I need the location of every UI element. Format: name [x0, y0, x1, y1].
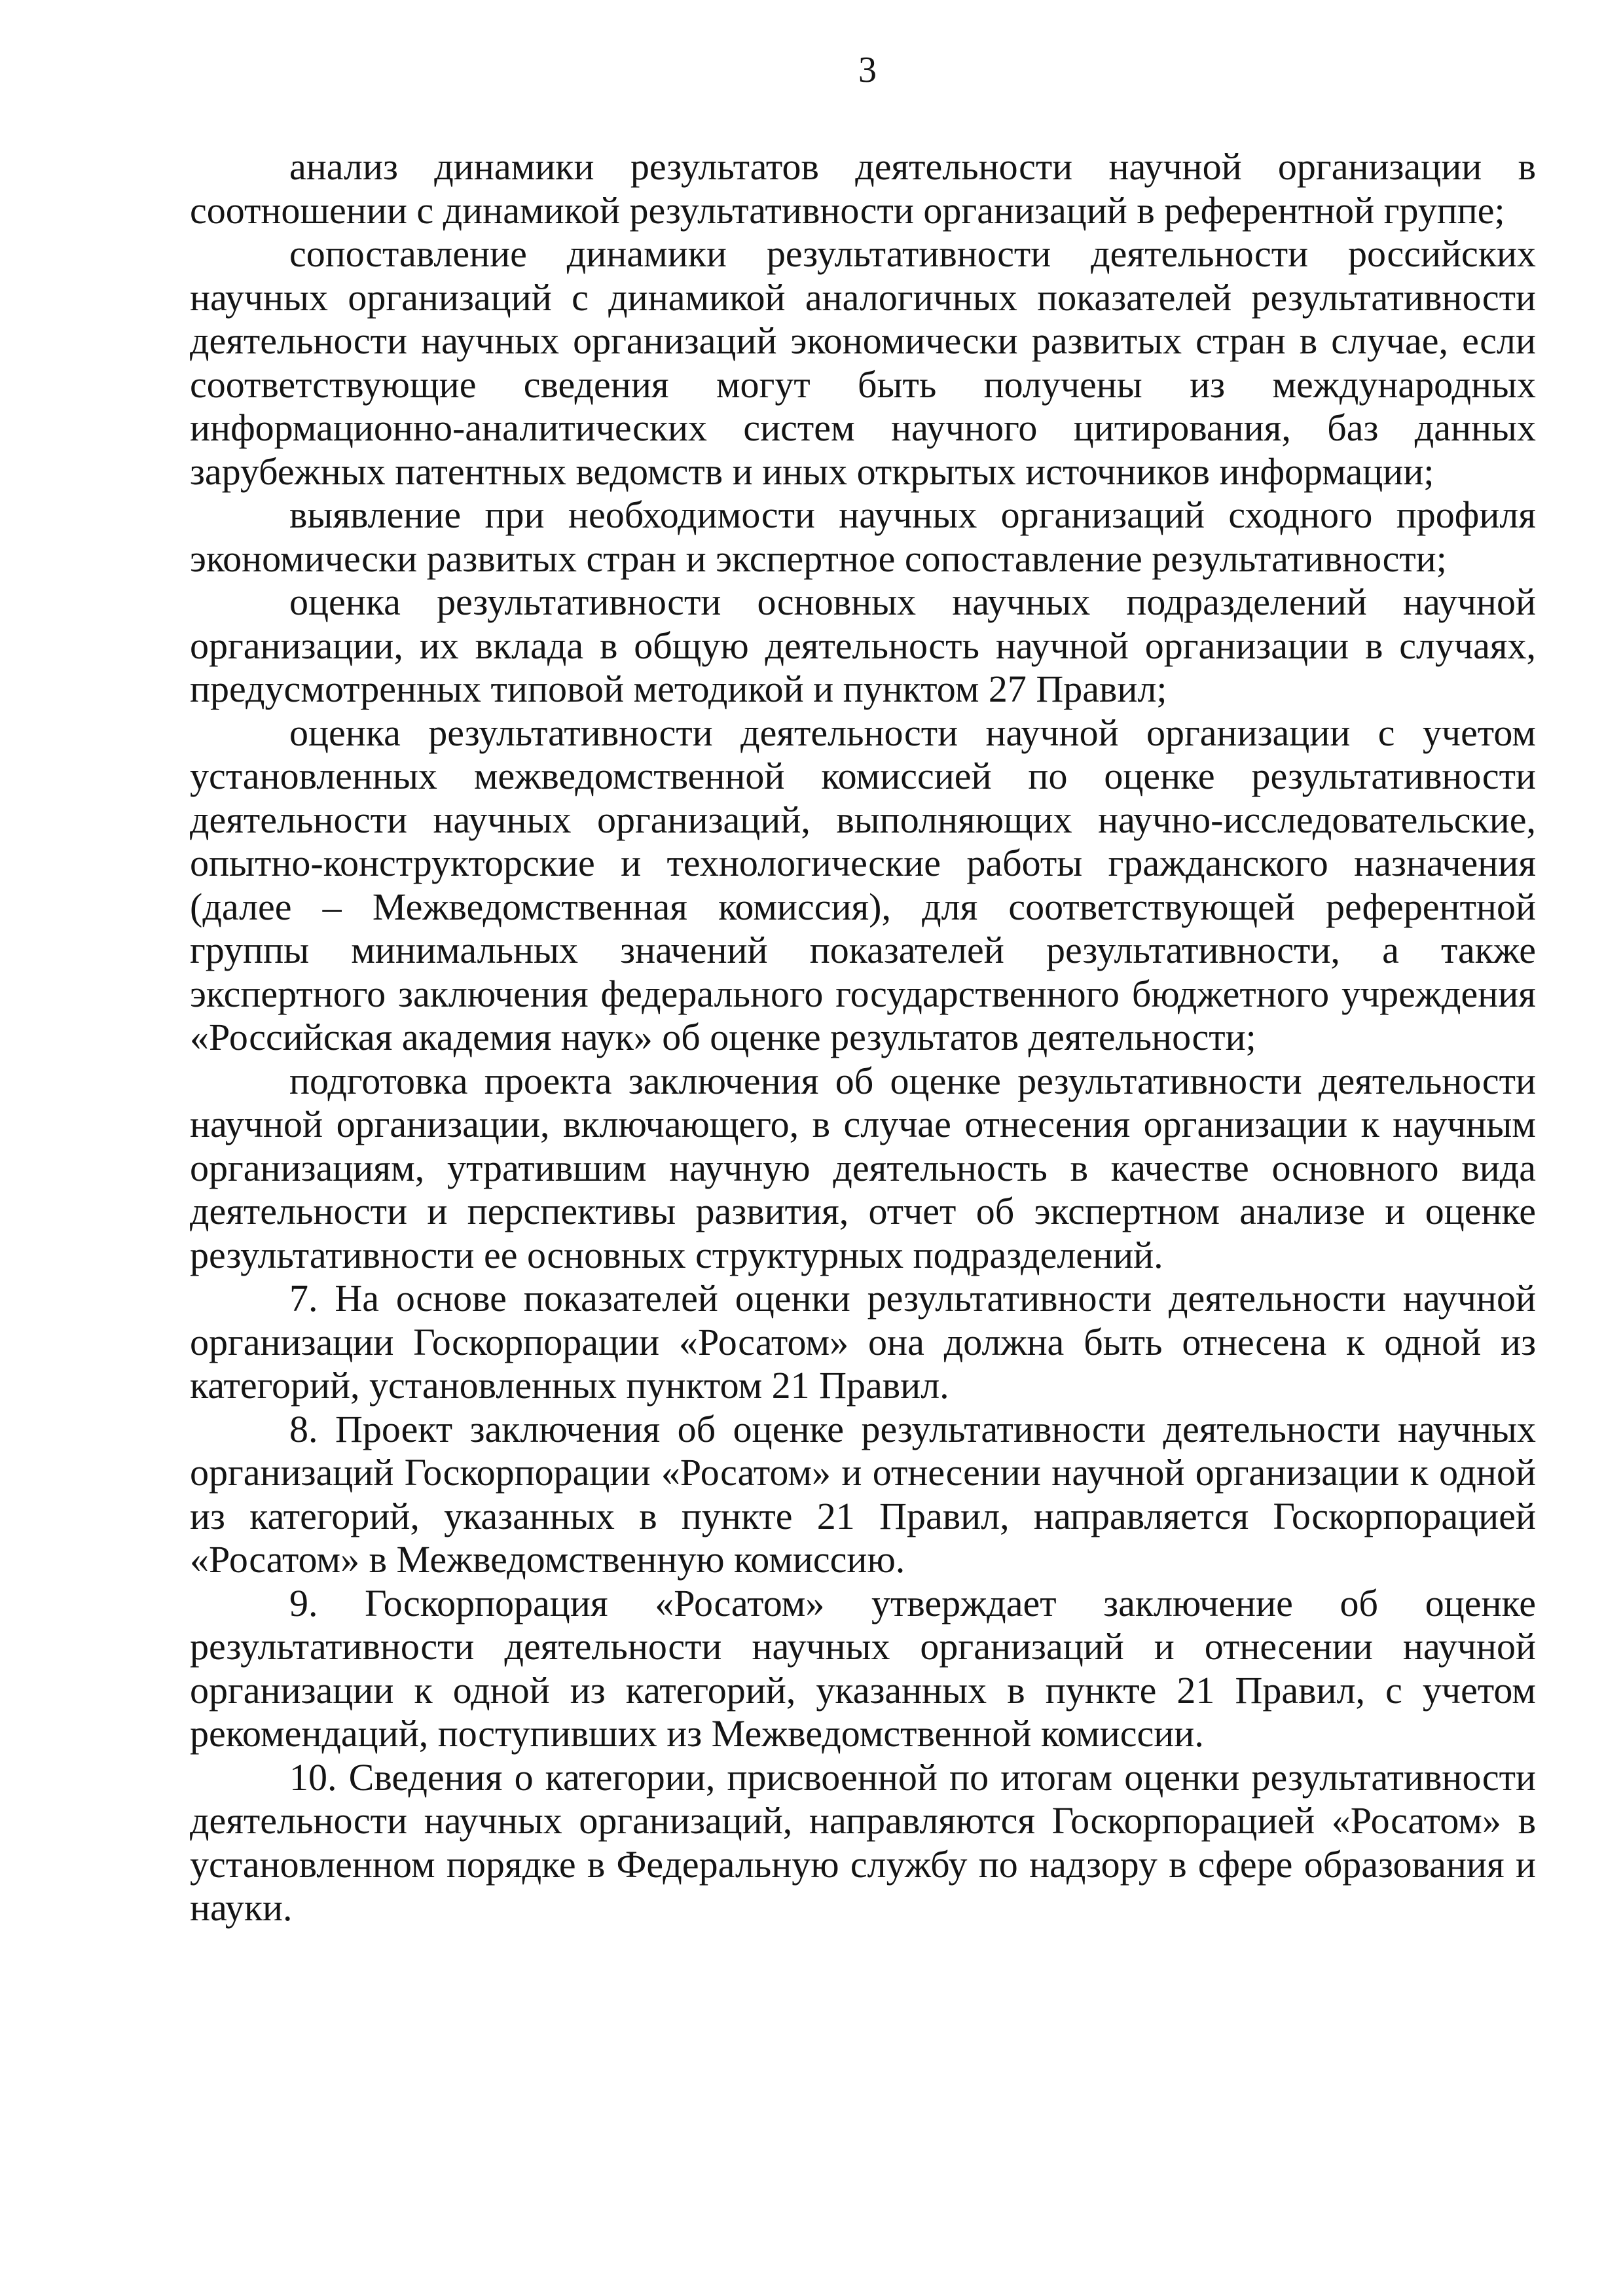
paragraph-dynamics-analysis: анализ динамики результатов деятельности научной организации в соотношении с динамикой результативности организаций в референтной группе; — [190, 145, 1536, 232]
paragraph-item-10: 10. Сведения о категории, присвоенной по итогам оценки результативности деятельности научных организаций, направляются Госкорпорацией «Росатом» в установленном порядке в Федеральную службу по надзору в сфере образования и науки. — [190, 1755, 1536, 1929]
paragraph-draft-conclusion: подготовка проекта заключения об оценке результативности деятельности научной организации, включающего, в случае отнесения организации к научным организациям, утратившим научную деятельность в качестве основного вида деятельности и перспективы развития, отчет об экспертном анализе и оценке результативности ее основных структурных подразделений. — [190, 1059, 1536, 1276]
paragraph-similar-profile: выявление при необходимости научных организаций сходного профиля экономически развитых стран и экспертное сопоставление результативности; — [190, 493, 1536, 580]
page-number: 3 — [858, 50, 877, 90]
paragraph-minimum-values: оценка результативности деятельности научной организации с учетом установленных межведомственной комиссией по оценке результативности деятельности научных организаций, выполняющих научно-исследовательские, опытно-конструкторские и технологические работы гражданского назначения (далее – Межведомственная комиссия), для соответствующей референтной группы минимальных значений показателей результативности, а также экспертного заключения федерального государственного бюджетного учреждения «Российская академия наук» об оценке результатов деятельности; — [190, 711, 1536, 1058]
document-body — [190, 145, 1536, 1930]
paragraph-item-8: 8. Проект заключения об оценке результативности деятельности научных организаций Госкорпорации «Росатом» и отнесении научной организации к одной из категорий, указанных в пункте 21 Правил, направляется Госкорпорацией «Росатом» в Межведомственную комиссию. — [190, 1407, 1536, 1581]
paragraph-subdivision-evaluation: оценка результативности основных научных подразделений научной организации, их вклада в общую деятельность научной организации в случаях, предусмотренных типовой методикой и пунктом 27 Правил; — [190, 581, 1536, 710]
paragraph-item-7: 7. На основе показателей оценки результативности деятельности научной организации Госкорпорации «Росатом» она должна быть отнесена к одной из категорий, установленных пунктом 21 Правил. — [190, 1277, 1536, 1407]
paragraph-item-9: 9. Госкорпорация «Росатом» утверждает заключение об оценке результативности деятельности научных организаций и отнесении научной организации к одной из категорий, указанных в пункте 21 Правил, с учетом рекомендаций, поступивших из Межведомственной комиссии. — [190, 1581, 1536, 1755]
paragraph-international-comparison: сопоставление динамики результативности деятельности российских научных организаций с динамикой аналогичных показателей результативности деятельности научных организаций экономически развитых стран в случае, если соответствующие сведения могут быть получены из международных информационно-аналитических систем научного цитирования, баз данных зарубежных патентных ведомств и иных открытых источников информации; — [190, 232, 1536, 493]
